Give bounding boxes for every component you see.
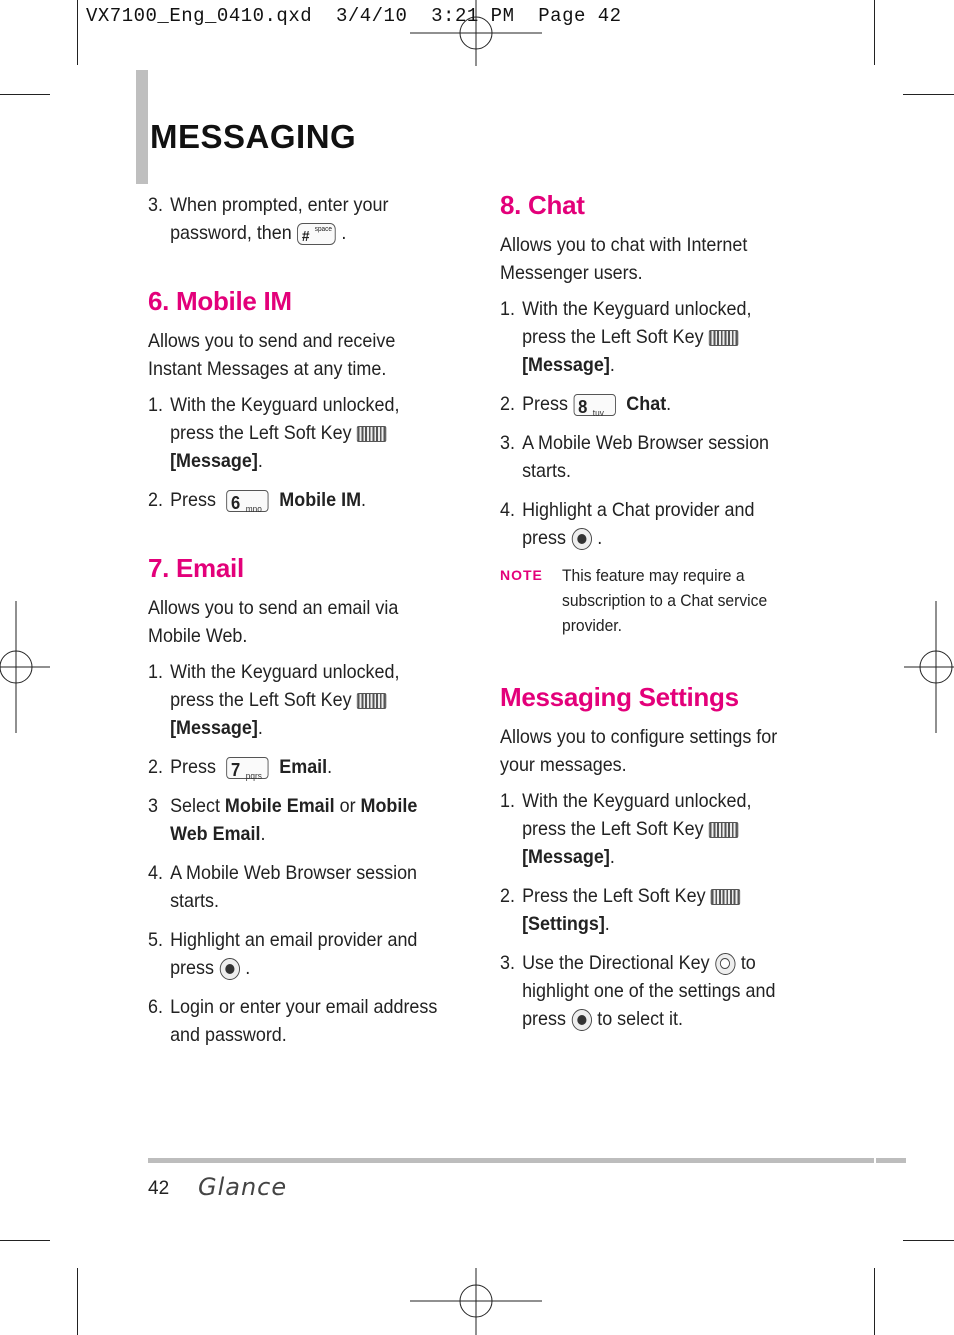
ok-key-icon	[571, 1009, 591, 1031]
list-item: 2. Press 8 tuv Chat.	[500, 393, 672, 418]
list-item: 3. A Mobile Web Browser session starts.	[500, 432, 770, 482]
list-item: 3. Use the Directional Key to highlight one of the settings and press to select it.	[500, 952, 776, 1030]
note-box	[500, 563, 800, 638]
left-soft-key-icon	[711, 889, 740, 905]
page-title: MESSAGING	[150, 118, 357, 155]
printer-slug: VX7100_Eng_0410.qxd 3/4/10 3:21 PM Page 42	[86, 5, 622, 27]
registration-mark-right	[904, 601, 954, 733]
crop-mark	[77, 0, 78, 65]
section-heading-messaging-settings: Messaging Settings	[500, 682, 739, 712]
note-text: This feature may require a subscription to a Chat service provider.	[562, 566, 768, 635]
left-soft-key-icon	[357, 426, 386, 442]
section-heading-mobile-im: 6. Mobile IM	[148, 286, 292, 316]
list-item: 1. With the Keyguard unlocked, press the Left Soft Key [Message].	[500, 298, 752, 376]
registration-mark-bottom	[410, 1268, 542, 1335]
ok-key-icon	[219, 958, 239, 980]
section-intro: Allows you to chat with Internet Messenger users.	[500, 234, 748, 284]
note-label: NOTE	[500, 567, 543, 583]
section-intro: Allows you to configure settings for your messages.	[500, 726, 778, 776]
list-item: 1. With the Keyguard unlocked, press the Left Soft Key [Message].	[500, 790, 752, 868]
section-heading-email: 7. Email	[148, 553, 244, 583]
crop-mark	[77, 1268, 78, 1335]
step-number: 3.	[148, 194, 163, 216]
left-soft-key-icon	[357, 693, 386, 709]
left-soft-key-icon	[709, 330, 738, 346]
pound-space-key-icon: # space	[297, 223, 336, 245]
list-item: 2. Press 7 pqrs Email.	[148, 756, 333, 781]
right-column	[500, 190, 800, 1044]
list-item: 1. With the Keyguard unlocked, press the Left Soft Key [Message].	[148, 661, 400, 739]
list-item: 3 Select Mobile Email or Mobile Web Email.	[148, 795, 418, 845]
crop-mark	[903, 94, 954, 95]
list-item: 6. Login or enter your email address and password.	[148, 996, 438, 1046]
list-item: 2. Press the Left Soft Key [Settings].	[500, 882, 800, 938]
brand-logo: Glance	[198, 1173, 288, 1201]
list-item: 1. With the Keyguard unlocked, press the Left Soft Key [Message].	[148, 394, 400, 472]
crop-mark	[874, 0, 875, 65]
left-soft-key-icon	[709, 822, 738, 838]
footer-rule	[148, 1158, 906, 1163]
list-item: 3. When prompted, enter your password, then # space .	[148, 191, 448, 247]
step-text: When prompted, enter your password, then	[170, 194, 389, 244]
crop-mark	[874, 1268, 875, 1335]
ok-key-icon	[571, 528, 591, 550]
directional-key-icon	[715, 953, 735, 975]
section-tab-bar	[136, 70, 148, 184]
key-7-icon: 7 pqrs	[226, 757, 268, 779]
section-heading-chat: 8. Chat	[500, 190, 585, 220]
section-intro: Allows you to send an email via Mobile Web.	[148, 597, 399, 647]
left-column	[148, 191, 448, 1060]
list-item: 5. Highlight an email provider and press .	[148, 929, 418, 979]
key-6-icon: 6 mno	[226, 490, 268, 512]
section-intro: Allows you to send and receive Instant Messages at any time.	[148, 330, 396, 380]
crop-mark	[0, 94, 50, 95]
page-number: 42	[148, 1178, 170, 1199]
list-item: 4. Highlight a Chat provider and press .	[500, 499, 755, 549]
registration-mark-left	[0, 601, 50, 733]
list-item: 4. A Mobile Web Browser session starts.	[148, 862, 418, 912]
crop-mark	[903, 1240, 954, 1241]
registration-mark-top	[410, 0, 542, 66]
list-item: 2. Press 6 mno Mobile IM.	[148, 489, 366, 514]
key-8-icon: 8 tuv	[573, 394, 615, 416]
crop-mark	[0, 1240, 50, 1241]
